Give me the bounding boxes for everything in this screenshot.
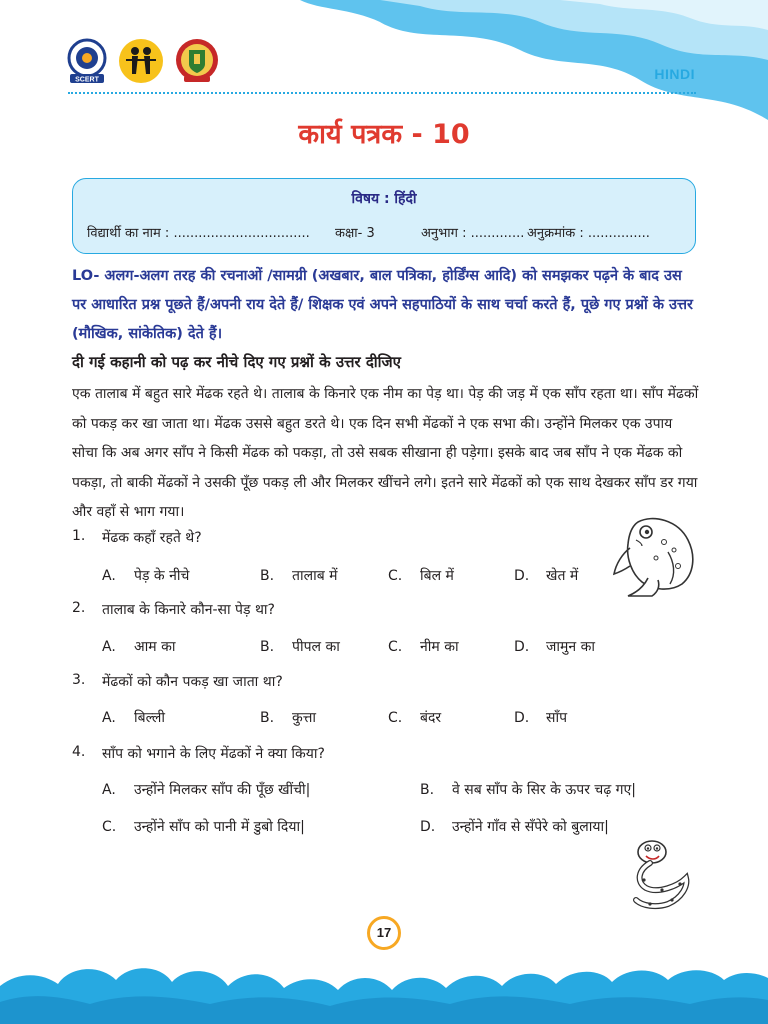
option-text: तालाब में xyxy=(292,568,338,584)
option-text: पीपल का xyxy=(292,639,340,655)
option-text: बंदर xyxy=(420,710,442,726)
question-number: 4. xyxy=(72,744,86,760)
header-divider xyxy=(68,92,696,94)
svg-text:SCERT: SCERT xyxy=(75,76,99,84)
option-letter: B. xyxy=(260,639,275,655)
class-field: कक्षा- 3 xyxy=(335,226,375,241)
scert-logo-icon xyxy=(62,36,112,86)
option-text: वे सब साँप के सिर के ऊपर चढ़ गए| xyxy=(452,782,636,798)
roll-number-field[interactable]: अनुक्रमांक : ............... xyxy=(527,226,650,241)
children-logo-icon xyxy=(116,36,166,86)
option-text: उन्होंने साँप को पानी में डुबो दिया| xyxy=(134,819,305,835)
frog-illustration-icon xyxy=(608,512,700,600)
option-c[interactable] xyxy=(388,708,441,727)
option-letter: C. xyxy=(102,819,117,835)
option-b[interactable] xyxy=(420,780,636,799)
section-field[interactable]: अनुभाग : ............. xyxy=(421,226,525,241)
student-name-field[interactable]: विद्यार्थी का नाम : ................................. xyxy=(87,226,310,241)
option-text: साँप xyxy=(546,710,568,726)
option-letter: A. xyxy=(102,639,116,655)
question-number: 1. xyxy=(72,528,86,544)
option-text: खेत में xyxy=(546,568,579,584)
question-text: मेंढकों को कौन पकड़ खा जाता था? xyxy=(102,674,283,690)
option-text: पेड़ के नीचे xyxy=(134,568,190,584)
option-text: नीम का xyxy=(420,639,459,655)
option-text: आम का xyxy=(134,639,176,655)
school-emblem-icon xyxy=(172,36,222,86)
option-letter: C. xyxy=(388,568,403,584)
option-a[interactable] xyxy=(102,566,189,585)
option-letter: B. xyxy=(420,782,435,798)
page-number-badge: 17 xyxy=(367,916,401,950)
option-d[interactable] xyxy=(420,817,609,836)
story-paragraph: एक तालाब में बहुत सारे मेंढक रहते थे। तालाब के किनारे एक नीम का पेड़ था। पेड़ की जड़ में एक साँप रहता था। साँप मेंढकों को पकड़ कर खा जाता था। मेंढक उससे बहुत डरते थे। एक दिन सभी मेंढकों ने एक सभा की। उन्होंने मिलकर एक उपाय सोचा कि अब अगर साँप ने किसी मेंढक को पकड़ा, तो उसे सबक सीखाना ही पड़ेगा। इसके बाद जब साँप ने एक मेंढक को पकड़ा, तो बाकी मेंढकों ने उसकी पूँछ पकड़ ली और मिलकर खींचने लगे। इतने सारे मेंढकों को एक साथ देखकर साँप डर गया और वहाँ से भाग गया। xyxy=(72,386,699,520)
option-letter: A. xyxy=(102,710,116,726)
option-b[interactable] xyxy=(260,708,316,727)
option-text: उन्होंने मिलकर साँप की पूँछ खींची| xyxy=(134,782,311,798)
snake-illustration-icon xyxy=(628,836,694,914)
subject-line: विषय : हिंदी xyxy=(351,191,417,207)
option-d[interactable] xyxy=(514,708,567,727)
option-c[interactable] xyxy=(102,817,305,836)
option-letter: D. xyxy=(514,639,530,655)
option-d[interactable] xyxy=(514,637,595,656)
option-letter: D. xyxy=(514,568,530,584)
page-title: कार्य पत्रक - 10 xyxy=(298,119,470,150)
option-letter: D. xyxy=(420,819,436,835)
option-b[interactable] xyxy=(260,637,340,656)
option-letter: A. xyxy=(102,782,116,798)
option-a[interactable] xyxy=(102,637,176,656)
option-b[interactable] xyxy=(260,566,338,585)
option-letter: D. xyxy=(514,710,530,726)
learning-outcome: LO- अलग-अलग तरह की रचनाओं /सामग्री (अखबार, बाल पत्रिका, होर्डिंग्स आदि) को समझकर पढ़ने के बाद उस पर आधारित प्रश्न पूछते हैं/अपनी राय देते हैं/ शिक्षक एवं अपने सहपाठियों के साथ चर्चा करते हैं, पूछे गए प्रश्नों के उत्तर (मौखिक, सांकेतिक) देते हैं। xyxy=(72,268,693,342)
option-text: उन्होंने गाँव से सँपेरे को बुलाया| xyxy=(452,819,609,835)
question-number: 2. xyxy=(72,600,86,616)
option-a[interactable] xyxy=(102,708,165,727)
question-text: मेंढक कहाँ रहते थे? xyxy=(102,530,202,546)
subject-tag: HINDI xyxy=(654,66,695,82)
question-text: साँप को भगाने के लिए मेंढकों ने क्या किया? xyxy=(102,746,325,762)
option-a[interactable] xyxy=(102,780,310,799)
option-letter: A. xyxy=(102,568,116,584)
option-text: बिल्ली xyxy=(134,710,166,726)
option-text: कुत्ता xyxy=(292,710,317,726)
option-text: बिल में xyxy=(420,568,454,584)
question-text: तालाब के किनारे कौन-सा पेड़ था? xyxy=(102,602,275,618)
option-c[interactable] xyxy=(388,566,454,585)
question-number: 3. xyxy=(72,672,86,688)
option-d[interactable] xyxy=(514,566,578,585)
instruction-heading: दी गई कहानी को पढ़ कर नीचे दिए गए प्रश्नों के उत्तर दीजिए xyxy=(72,353,401,371)
option-text: जामुन का xyxy=(546,639,595,655)
option-letter: B. xyxy=(260,710,275,726)
option-c[interactable] xyxy=(388,637,459,656)
student-info-box xyxy=(72,178,696,254)
option-letter: C. xyxy=(388,639,403,655)
option-letter: B. xyxy=(260,568,275,584)
option-letter: C. xyxy=(388,710,403,726)
